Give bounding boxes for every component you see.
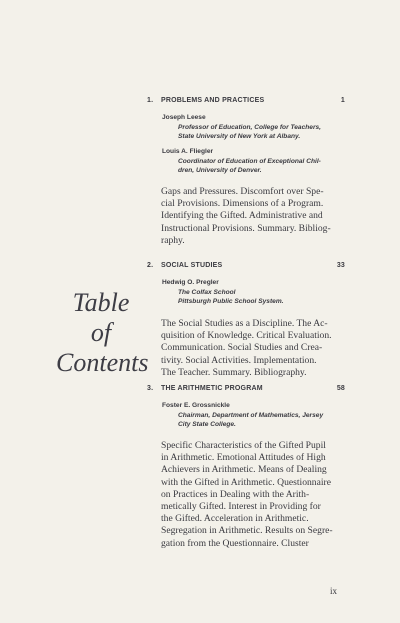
toc-entry-1-author-2: [162, 147, 346, 176]
toc-entry-2-summary: [161, 318, 345, 379]
author-affiliation: The Colfax School: [178, 288, 236, 296]
summary-line: quisition of Knowledge. Critical Evaluation.: [161, 330, 332, 342]
author-name: Louis A. Fliegler: [162, 148, 214, 155]
author-name: Hedwig O. Pregler: [162, 279, 219, 286]
summary-line: raphy.: [161, 234, 185, 246]
toc-title-line: Table: [72, 288, 130, 317]
toc-entry-1-heading: [147, 97, 345, 109]
entry-number: 3.: [147, 385, 154, 392]
entry-page-number: 33: [336, 262, 345, 269]
author-affiliation: State University of New York at Albany.: [178, 133, 301, 140]
entry-title: PROBLEMS AND PRACTICES: [161, 97, 265, 104]
summary-line: Instructional Provisions. Summary. Bibliog-: [161, 222, 331, 234]
summary-line: The Social Studies as a Discipline. The Ac-: [161, 318, 328, 329]
entry-page-number: 58: [336, 385, 345, 392]
toc-title-line: Contents: [56, 348, 149, 377]
summary-line: Achievers in Arithmetic. Means of Dealing: [161, 464, 327, 476]
toc-entry-1-author-1: [162, 113, 346, 142]
toc-title-line: of: [90, 318, 112, 347]
summary-line: the Gifted. Acceleration in Arithmetic.: [161, 513, 309, 525]
author-affiliation: City State College.: [178, 421, 236, 428]
author-affiliation: Professor of Education, College for Teachers,: [178, 123, 322, 131]
summary-line: on Practices in Dealing with the Arith-: [161, 488, 310, 500]
summary-line: Gaps and Pressures. Discomfort over Spe-: [161, 186, 324, 197]
toc-entry-2-author-1: [162, 278, 346, 307]
entry-number: 2.: [147, 262, 154, 269]
summary-line: gation from the Questionnaire. Cluster: [161, 537, 309, 549]
author-name: Foster E. Grossnickle: [162, 402, 230, 409]
entry-page-number: 1: [340, 97, 345, 104]
author-affiliation: Pittsburgh Public School System.: [178, 298, 284, 305]
author-name: Joseph Leese: [162, 114, 206, 121]
summary-line: Communication. Social Studies and Crea-: [161, 342, 323, 354]
author-affiliation: Chairman, Department of Mathematics, Jersey: [178, 411, 324, 419]
toc-entry-3-heading: [147, 385, 345, 397]
toc-entry-1-summary: [161, 186, 345, 247]
author-affiliation: dren, University of Denver.: [178, 167, 262, 174]
summary-line: Segregation in Arithmetic. Results on Segre-: [161, 525, 333, 537]
toc-title: [56, 288, 149, 378]
author-affiliation: Coordinator of Education of Exceptional Chil-: [178, 157, 321, 165]
summary-line: with the Gifted in Arithmetic. Questionnaire: [161, 476, 331, 488]
toc-entry-3-author-1: [162, 401, 346, 430]
entry-title: SOCIAL STUDIES: [161, 262, 223, 269]
summary-line: Specific Characteristics of the Gifted Pupil: [161, 440, 326, 451]
summary-line: metically Gifted. Interest in Providing for: [161, 501, 321, 513]
entry-number: 1.: [147, 97, 154, 104]
summary-line: Identifying the Gifted. Administrative and: [161, 210, 323, 222]
summary-line: The Teacher. Summary. Bibliography.: [161, 366, 307, 378]
summary-line: in Arithmetic. Emotional Attitudes of High: [161, 452, 326, 464]
toc-entry-2-heading: [147, 262, 345, 274]
toc-entry-3-summary: [161, 440, 345, 550]
page-folio: ix: [330, 586, 338, 596]
entry-title: THE ARITHMETIC PROGRAM: [161, 385, 263, 392]
summary-line: tivity. Social Activities. Implementation.: [161, 354, 317, 366]
summary-line: cial Provisions. Dimensions of a Program.: [161, 198, 324, 210]
